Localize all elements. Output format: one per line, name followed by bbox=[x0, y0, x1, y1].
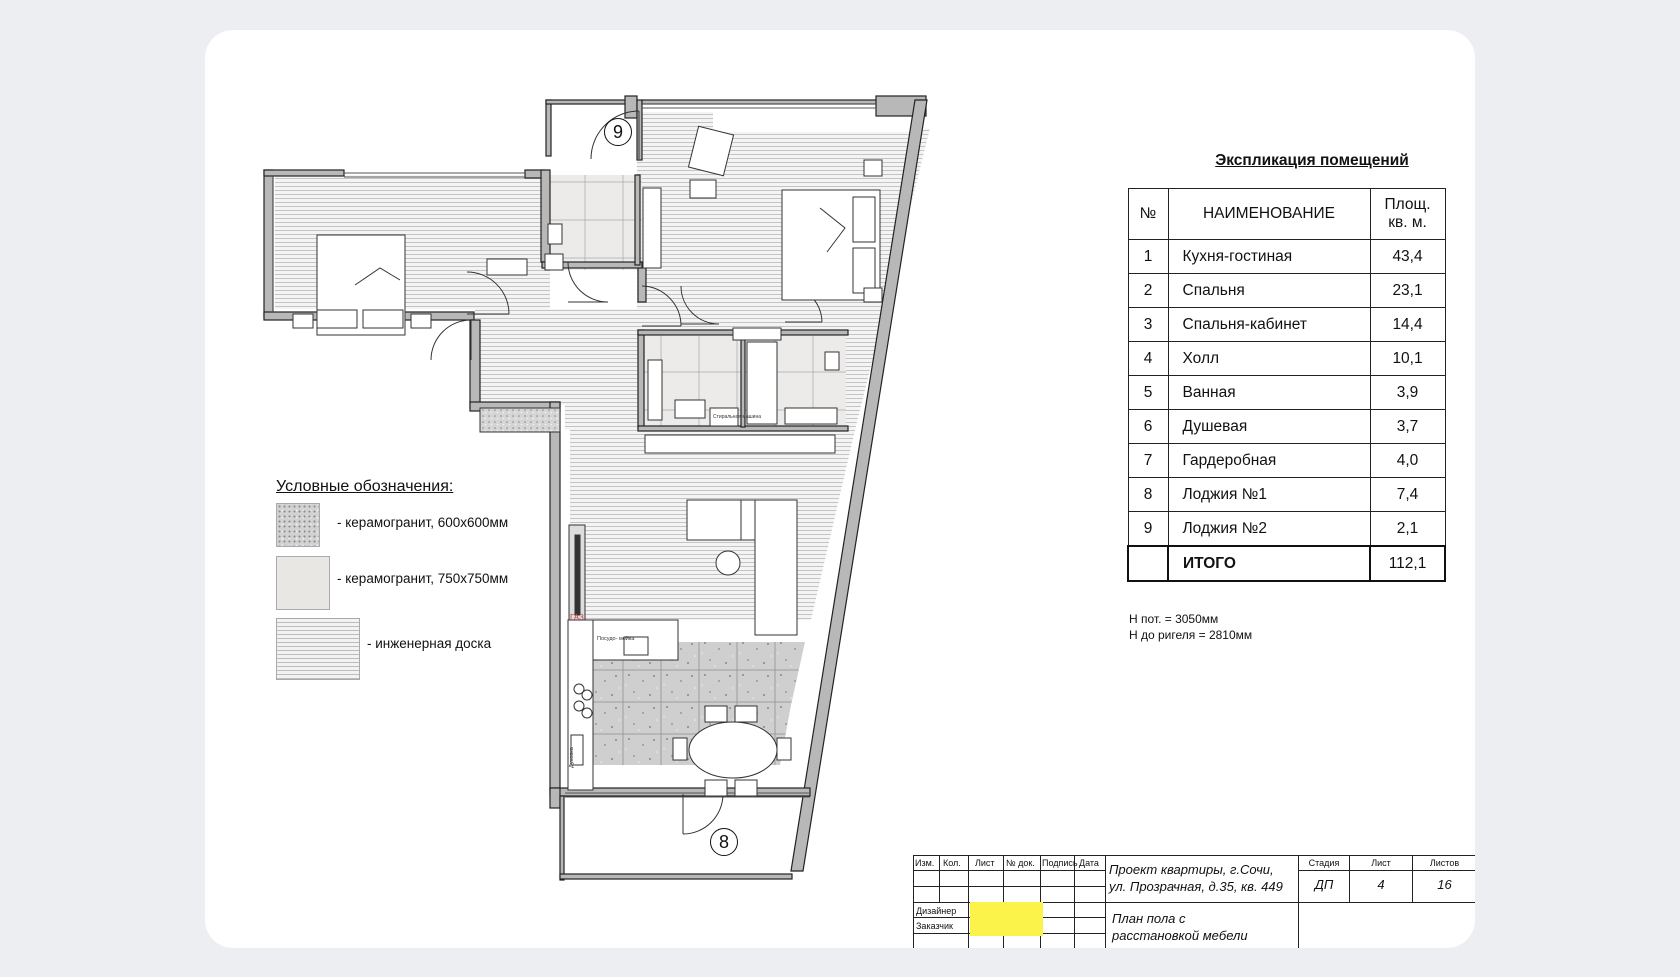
room-name: Кухня-гостиная bbox=[1168, 240, 1370, 274]
room-num: 9 bbox=[1128, 512, 1168, 547]
header-signature: Подпись bbox=[1042, 858, 1078, 868]
project-line1: Проект квартиры, г.Сочи, bbox=[1109, 862, 1274, 877]
table-row bbox=[1128, 274, 1445, 308]
total-label: ИТОГО bbox=[1168, 546, 1370, 581]
room-area: 3,7 bbox=[1370, 410, 1445, 444]
header-list: Лист bbox=[975, 858, 995, 868]
legend-swatch-tile bbox=[276, 556, 330, 610]
room-marker-9: 9 bbox=[604, 118, 632, 146]
legend-item-tile: - керамогранит, 750x750мм bbox=[337, 571, 509, 586]
gas-label: ГАЗ bbox=[570, 613, 584, 622]
sheet-value: 4 bbox=[1377, 877, 1385, 892]
explication-table bbox=[1127, 188, 1446, 582]
legend-title: Условные обозначения: bbox=[276, 478, 454, 495]
room-num: 3 bbox=[1128, 308, 1168, 342]
sheet-label: Лист bbox=[1371, 858, 1391, 868]
dishwasher-label: Посудо- мойка bbox=[597, 636, 635, 642]
total-area: 112,1 bbox=[1370, 546, 1445, 581]
project-line2: ул. Прозрачная, д.35, кв. 449 bbox=[1109, 879, 1283, 894]
header-num: № bbox=[1128, 189, 1168, 240]
table-row bbox=[1128, 444, 1445, 478]
room-name: Холл bbox=[1168, 342, 1370, 376]
total-row bbox=[1128, 546, 1445, 581]
room-name: Ванная bbox=[1168, 376, 1370, 410]
sheets-label: Листов bbox=[1429, 858, 1460, 868]
table-row bbox=[1128, 410, 1445, 444]
room-name: Спальня-кабинет bbox=[1168, 308, 1370, 342]
table-row bbox=[1128, 342, 1445, 376]
room-num: 2 bbox=[1128, 274, 1168, 308]
washer-label: Стиральная машина bbox=[713, 414, 761, 420]
sheets-value: 16 bbox=[1437, 877, 1452, 892]
room-area: 43,4 bbox=[1370, 240, 1445, 274]
customer-label: Заказчик bbox=[916, 921, 953, 931]
stage-label: Стадия bbox=[1308, 858, 1340, 868]
ceiling-height: Н пот. = 3050мм bbox=[1129, 612, 1219, 626]
header-area-line1: Площ. bbox=[1384, 196, 1431, 213]
header-area-line2: кв. м. bbox=[1388, 214, 1427, 231]
legend-item-stone: - керамогранит, 600x600мм bbox=[337, 515, 509, 530]
table-row bbox=[1128, 308, 1445, 342]
table-row bbox=[1128, 376, 1445, 410]
room-num: 8 bbox=[1128, 478, 1168, 512]
sheet-title bbox=[1112, 910, 1248, 944]
room-name: Лоджия №1 bbox=[1168, 478, 1370, 512]
room-area: 10,1 bbox=[1370, 342, 1445, 376]
explication-header-row bbox=[1128, 189, 1445, 240]
room-area: 14,4 bbox=[1370, 308, 1445, 342]
sheet-title-line1: План пола с bbox=[1112, 911, 1186, 926]
stage-value: ДП bbox=[1314, 877, 1334, 892]
room-name: Душевая bbox=[1168, 410, 1370, 444]
room-area: 23,1 bbox=[1370, 274, 1445, 308]
room-num: 6 bbox=[1128, 410, 1168, 444]
table-row bbox=[1128, 240, 1445, 274]
room-name: Лоджия №2 bbox=[1168, 512, 1370, 547]
sheet-title-line2: расстановкой мебели bbox=[1112, 928, 1248, 943]
designer-label: Дизайнер bbox=[916, 906, 957, 916]
room-area: 4,0 bbox=[1370, 444, 1445, 478]
room-name: Гардеробная bbox=[1168, 444, 1370, 478]
room-marker-8: 8 bbox=[710, 828, 738, 856]
header-name: НАИМЕНОВАНИЕ bbox=[1168, 189, 1370, 240]
header-date: Дата bbox=[1079, 858, 1099, 868]
header-area bbox=[1370, 189, 1445, 240]
room-name: Спальня bbox=[1168, 274, 1370, 308]
project-title bbox=[1109, 861, 1283, 895]
room-area: 7,4 bbox=[1370, 478, 1445, 512]
drawing-sheet bbox=[205, 30, 1475, 948]
room-num: 5 bbox=[1128, 376, 1168, 410]
room-area: 2,1 bbox=[1370, 512, 1445, 547]
legend-swatch-board bbox=[276, 618, 360, 680]
beam-height: Н до ригеля = 2810мм bbox=[1129, 628, 1253, 642]
total-empty-cell bbox=[1128, 546, 1168, 581]
header-izm: Изм. bbox=[915, 858, 935, 868]
legend-item-board: - инженерная доска bbox=[367, 636, 492, 651]
oven-label: Духовка bbox=[569, 747, 575, 768]
header-doc: № док. bbox=[1006, 858, 1035, 868]
designer-highlight bbox=[970, 902, 1043, 936]
heights-note bbox=[1129, 611, 1252, 643]
room-num: 1 bbox=[1128, 240, 1168, 274]
title-block bbox=[913, 855, 1475, 948]
table-row bbox=[1128, 512, 1445, 547]
header-kol: Кол. bbox=[943, 858, 961, 868]
legend-swatch-stone bbox=[276, 503, 320, 547]
room-num: 4 bbox=[1128, 342, 1168, 376]
room-num: 7 bbox=[1128, 444, 1168, 478]
table-row bbox=[1128, 478, 1445, 512]
room-area: 3,9 bbox=[1370, 376, 1445, 410]
explication-title: Экспликация помещений bbox=[1215, 152, 1409, 169]
